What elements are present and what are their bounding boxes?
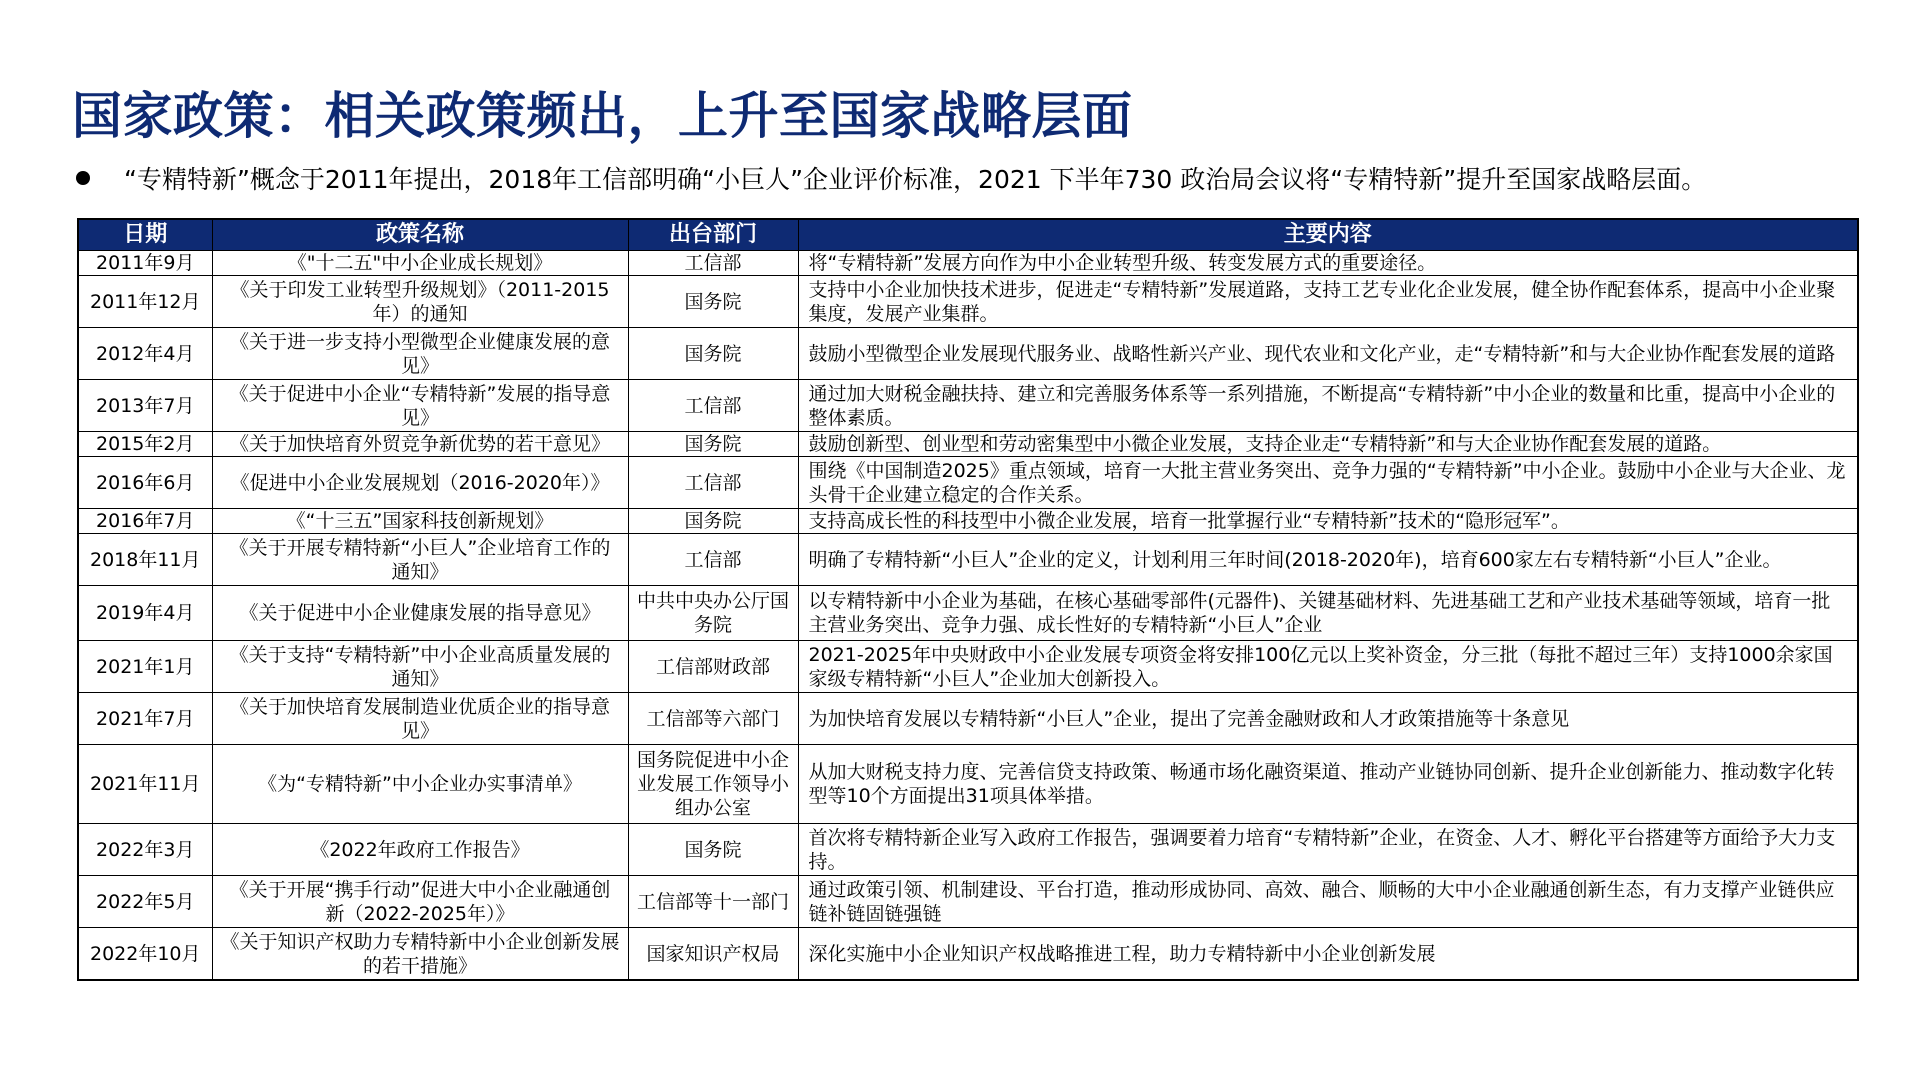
cell-department: 工信部财政部: [628, 641, 798, 693]
cell-department: 国家知识产权局: [628, 928, 798, 981]
table-row: [78, 586, 1858, 641]
cell-policy-name: 《2022年政府工作报告》: [212, 824, 628, 876]
cell-content: 为加快培育发展以专精特新“小巨人”企业，提出了完善金融财政和人才政策措施等十条意见: [798, 693, 1858, 745]
cell-date: 2018年11月: [78, 534, 212, 586]
cell-date: 2021年1月: [78, 641, 212, 693]
table-header-row: [78, 219, 1858, 251]
table-row: [78, 876, 1858, 928]
table-row: [78, 534, 1858, 586]
cell-content: 从加大财税支持力度、完善信贷支持政策、畅通市场化融资渠道、推动产业链协同创新、提升企业创新能力、推动数字化转型等10个方面提出31项具体举措。: [798, 745, 1858, 824]
cell-policy-name: 《关于印发工业转型升级规划》（2011-2015年）的通知: [212, 276, 628, 328]
cell-date: 2022年5月: [78, 876, 212, 928]
cell-date: 2011年12月: [78, 276, 212, 328]
cell-date: 2012年4月: [78, 328, 212, 380]
table-row: [78, 509, 1858, 534]
table-row: [78, 328, 1858, 380]
cell-date: 2021年11月: [78, 745, 212, 824]
header-date: 日期: [78, 219, 212, 251]
cell-content: 支持高成长性的科技型中小微企业发展，培育一批掌握行业“专精特新”技术的“隐形冠军”。: [798, 509, 1858, 534]
cell-content: 以专精特新中小企业为基础，在核心基础零部件(元器件)、关键基础材料、先进基础工艺和产业技术基础等领域，培育一批主营业务突出、竞争力强、成长性好的专精特新“小巨人”企业: [798, 586, 1858, 641]
cell-department: 国务院促进中小企业发展工作领导小组办公室: [628, 745, 798, 824]
cell-department: 工信部等十一部门: [628, 876, 798, 928]
cell-policy-name: 《关于促进中小企业“专精特新”发展的指导意见》: [212, 380, 628, 432]
cell-date: 2021年7月: [78, 693, 212, 745]
cell-department: 国务院: [628, 432, 798, 457]
cell-department: 国务院: [628, 276, 798, 328]
cell-policy-name: 《促进中小企业发展规划（2016-2020年）》: [212, 457, 628, 509]
cell-policy-name: 《关于支持“专精特新”中小企业高质量发展的通知》: [212, 641, 628, 693]
cell-policy-name: 《关于开展专精特新“小巨人”企业培育工作的通知》: [212, 534, 628, 586]
cell-department: 工信部: [628, 534, 798, 586]
table-row: [78, 824, 1858, 876]
table-row: [78, 457, 1858, 509]
cell-date: 2011年9月: [78, 251, 212, 276]
cell-date: 2022年10月: [78, 928, 212, 981]
cell-date: 2016年6月: [78, 457, 212, 509]
cell-date: 2022年3月: [78, 824, 212, 876]
cell-department: 工信部: [628, 251, 798, 276]
table-row: [78, 276, 1858, 328]
cell-date: 2019年4月: [78, 586, 212, 641]
table-row: [78, 251, 1858, 276]
cell-policy-name: 《关于加快培育外贸竞争新优势的若干意见》: [212, 432, 628, 457]
table-row: [78, 641, 1858, 693]
cell-content: 明确了专精特新“小巨人”企业的定义，计划利用三年时间(2018-2020年)，培育600家左右专精特新“小巨人”企业。: [798, 534, 1858, 586]
cell-content: 2021-2025年中央财政中小企业发展专项资金将安排100亿元以上奖补资金，分三批（每批不超过三年）支持1000余家国家级专精特新“小巨人”企业加大创新投入。: [798, 641, 1858, 693]
cell-policy-name: 《“十三五”国家科技创新规划》: [212, 509, 628, 534]
header-policy-name: 政策名称: [212, 219, 628, 251]
cell-content: 鼓励小型微型企业发展现代服务业、战略性新兴产业、现代农业和文化产业，走“专精特新”和与大企业协作配套发展的道路: [798, 328, 1858, 380]
table-row: [78, 928, 1858, 981]
cell-department: 工信部: [628, 457, 798, 509]
cell-content: 将“专精特新”发展方向作为中小企业转型升级、转变发展方式的重要途径。: [798, 251, 1858, 276]
cell-policy-name: 《关于加快培育发展制造业优质企业的指导意见》: [212, 693, 628, 745]
cell-department: 国务院: [628, 509, 798, 534]
cell-department: 国务院: [628, 328, 798, 380]
cell-date: 2013年7月: [78, 380, 212, 432]
cell-content: 首次将专精特新企业写入政府工作报告，强调要着力培育“专精特新”企业，在资金、人才、孵化平台搭建等方面给予大力支持。: [798, 824, 1858, 876]
policy-table: [77, 218, 1859, 981]
cell-department: 工信部等六部门: [628, 693, 798, 745]
cell-department: 中共中央办公厅国务院: [628, 586, 798, 641]
page-title: 国家政策：相关政策频出，上升至国家战略层面: [72, 87, 1133, 145]
summary-text: “专精特新”概念于2011年提出，2018年工信部明确“小巨人”企业评价标准，2021 下半年730 政治局会议将“专精特新”提升至国家战略层面。: [124, 165, 1707, 194]
table-row: [78, 745, 1858, 824]
cell-policy-name: 《为“专精特新”中小企业办实事清单》: [212, 745, 628, 824]
cell-date: 2015年2月: [78, 432, 212, 457]
summary-bullet: [76, 160, 1706, 196]
cell-date: 2016年7月: [78, 509, 212, 534]
header-main-content: 主要内容: [798, 219, 1858, 251]
cell-policy-name: 《关于知识产权助力专精特新中小企业创新发展的若干措施》: [212, 928, 628, 981]
cell-content: 通过政策引领、机制建设、平台打造，推动形成协同、高效、融合、顺畅的大中小企业融通创新生态，有力支撑产业链供应链补链固链强链: [798, 876, 1858, 928]
cell-policy-name: 《关于进一步支持小型微型企业健康发展的意见》: [212, 328, 628, 380]
table-row: [78, 380, 1858, 432]
bullet-dot-icon: [76, 171, 90, 185]
header-department: 出台部门: [628, 219, 798, 251]
cell-department: 国务院: [628, 824, 798, 876]
table-row: [78, 432, 1858, 457]
cell-content: 围绕《中国制造2025》重点领域，培育一大批主营业务突出、竞争力强的“专精特新”中小企业。鼓励中小企业与大企业、龙头骨干企业建立稳定的合作关系。: [798, 457, 1858, 509]
cell-policy-name: 《"十二五"中小企业成长规划》: [212, 251, 628, 276]
cell-policy-name: 《关于开展“携手行动”促进大中小企业融通创新（2022-2025年）》: [212, 876, 628, 928]
cell-content: 通过加大财税金融扶持、建立和完善服务体系等一系列措施，不断提高“专精特新”中小企业的数量和比重，提高中小企业的整体素质。: [798, 380, 1858, 432]
cell-content: 鼓励创新型、创业型和劳动密集型中小微企业发展，支持企业走“专精特新”和与大企业协作配套发展的道路。: [798, 432, 1858, 457]
cell-content: 支持中小企业加快技术进步，促进走“专精特新”发展道路，支持工艺专业化企业发展，健全协作配套体系，提高中小企业聚集度，发展产业集群。: [798, 276, 1858, 328]
table-row: [78, 693, 1858, 745]
cell-policy-name: 《关于促进中小企业健康发展的指导意见》: [212, 586, 628, 641]
cell-content: 深化实施中小企业知识产权战略推进工程，助力专精特新中小企业创新发展: [798, 928, 1858, 981]
cell-department: 工信部: [628, 380, 798, 432]
